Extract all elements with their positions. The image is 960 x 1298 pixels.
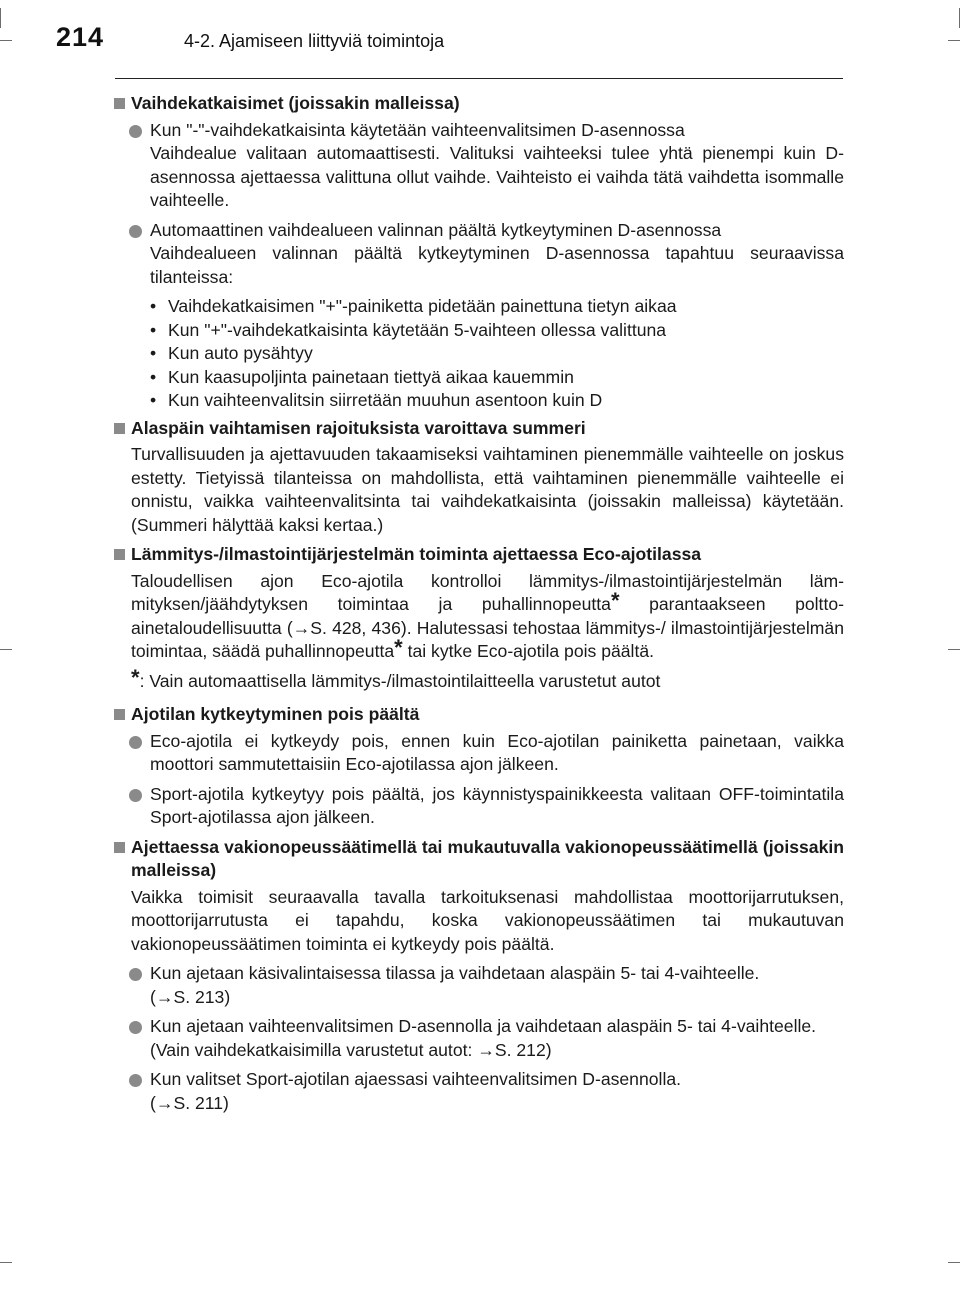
circle-bullet-icon — [129, 736, 142, 749]
square-bullet-icon — [114, 549, 125, 560]
bullet-heading: Automaattinen vaihdealueen valinnan päältä kytkeytyminen D-asennossa — [150, 219, 722, 240]
chapter-title: 4-2. Ajamiseen liittyviä toimintoja — [184, 31, 445, 51]
list-item: • Kun kaasupoljinta painetaan tiettyä aikaa kauemmin — [150, 366, 844, 390]
section-text: Vaikka toimisit seuraavalla tavalla tarkoituksenasi mahdollistaa moottorijarrutuksen, moottorijarrutusta ei tapahdu, koska vakionopeussäätimen tai mukautuvan vakionopeussäätimen toiminta ei kytkeydy pois päältä. — [131, 886, 844, 954]
condition-list — [114, 295, 844, 413]
list-item: • Kun auto pysähtyy — [150, 342, 844, 366]
page-reference: (→S. 213) — [150, 986, 231, 1007]
bullet-item: Eco-ajotila ei kytkeydy pois, ennen kuin Eco-ajotilan painiketta painetaan, vaikka moottori sammutettaisiin Eco-ajotilassa ajon jälkeen. — [114, 730, 844, 777]
list-dot-icon: • — [150, 390, 157, 410]
section-title: Alaspäin vaihtamisen rajoituksista varoittava summeri — [114, 417, 844, 441]
page-content — [114, 92, 844, 1121]
crop-mark — [0, 8, 1, 28]
bullet-item — [114, 219, 844, 290]
list-item: • Kun vaihteenvalitsin siirretään muuhun asentoon kuin D — [150, 389, 844, 413]
list-dot-icon: • — [150, 296, 157, 316]
header-rule — [115, 78, 843, 79]
bullet-item: Kun ajetaan vaihteenvalitsimen D-asennolla ja vaihdetaan alaspäin 5- tai 4-vaihteelle. (Vain vaihdekatkaisimilla varustetut autot: →S. 212) — [114, 1015, 844, 1062]
square-bullet-icon — [114, 842, 125, 853]
list-dot-icon: • — [150, 343, 157, 363]
section-title: Ajotilan kytkeytyminen pois päältä — [114, 703, 844, 727]
square-bullet-icon — [114, 98, 125, 109]
circle-bullet-icon — [129, 225, 142, 238]
list-item: • Vaihdekatkaisimen "+"-painiketta pidetään painettuna tietyn aikaa — [150, 295, 844, 319]
section-title: Ajettaessa vakionopeussäätimellä tai mukautuvalla vakionopeussäätimellä (joissakin malleissa) — [114, 836, 844, 883]
list-item: • Kun "+"-vaihdekatkaisinta käytetään 5-vaihteen ollessa valittuna — [150, 319, 844, 343]
circle-bullet-icon — [129, 968, 142, 981]
asterisk-mark: * — [131, 664, 140, 690]
bullet-item: Kun valitset Sport-ajotilan ajaessasi vaihteenvalitsimen D-asennolla. (→S. 211) — [114, 1068, 844, 1115]
crop-mark — [0, 40, 12, 41]
bullet-item: Kun ajetaan käsivalintaisessa tilassa ja vaihdetaan alaspäin 5- tai 4-vaihteelle. (→S. 213) — [114, 962, 844, 1009]
section-text: Taloudellisen ajon Eco-ajotila kontrolloi lämmitys-/ilmastointijärjestelmän lämmityksen/jäähdytyksen toimintaa ja puhallinnopeutta* parantaakseen polttoainetaloudellisuutta (→S. 428, 436). Halutessasi tehostaa lämmitys-/ ilmastointijärjestelmän toimintaa, säädä puhallinnopeutta* tai kytke Eco-ajotila pois päältä. — [131, 570, 844, 661]
bullet-text: Vaihdealue valitaan automaattisesti. Valituksi vaihteeksi tulee yhtä pienempi kuin D-asennossa ajettaessa valittuna ollut vaihde. Vaihteisto ei vaihda tätä vaihdetta isommalle vaihteelle. — [150, 143, 844, 210]
crop-mark — [0, 649, 12, 650]
circle-bullet-icon — [129, 1021, 142, 1034]
list-dot-icon: • — [150, 366, 157, 387]
asterisk-mark: * — [394, 635, 403, 660]
crop-mark — [0, 1262, 12, 1263]
bullet-item: Sport-ajotila kytkeytyy pois päältä, jos käynnistyspainikkeesta valitaan OFF-toimintatila Sport-ajotilassa ajon jälkeen. — [114, 783, 844, 830]
page-number: 214 — [56, 22, 105, 52]
circle-bullet-icon — [129, 125, 142, 138]
section-text: Turvallisuuden ja ajettavuuden takaamiseksi vaihtaminen pienemmälle vaihteelle on joskus estetty. Tietyissä tilanteissa on mahdollista, että vaihtaminen pienemmälle vaihteelle ei onnistu, vaikka vaihteenvalitsinta tai vaihdekatkaisinta (joissakin malleissa) käytetään. (Summeri hälyttää kaksi kertaa.) — [131, 444, 844, 535]
list-dot-icon: • — [150, 319, 157, 340]
asterisk-mark: * — [610, 588, 620, 613]
square-bullet-icon — [114, 423, 125, 434]
bullet-heading: Kun "-"-vaihdekatkaisinta käytetään vaihteenvalitsimen D-asennossa — [150, 119, 685, 140]
bullet-item — [114, 119, 844, 213]
crop-mark — [948, 649, 960, 650]
page-reference: (Vain vaihdekatkaisimilla varustetut autot: →S. 212) — [150, 1039, 552, 1060]
square-bullet-icon — [114, 709, 125, 720]
page-reference: (→S. 211) — [150, 1092, 229, 1113]
circle-bullet-icon — [129, 789, 142, 802]
circle-bullet-icon — [129, 1074, 142, 1087]
section-title: Lämmitys-/ilmastointijärjestelmän toiminta ajettaessa Eco-ajotilassa — [114, 543, 844, 567]
crop-mark — [948, 1262, 960, 1263]
crop-mark — [948, 40, 960, 41]
section-title: Vaihdekatkaisimet (joissakin malleissa) — [114, 92, 844, 116]
bullet-text: Vaihdealueen valinnan päältä kytkeytyminen D-asennossa tapahtuu seuraavissa tilanteissa: — [150, 243, 844, 287]
footnote: *: Vain automaattisella lämmitys-/ilmastointilaitteella varustetut autot — [131, 664, 661, 691]
